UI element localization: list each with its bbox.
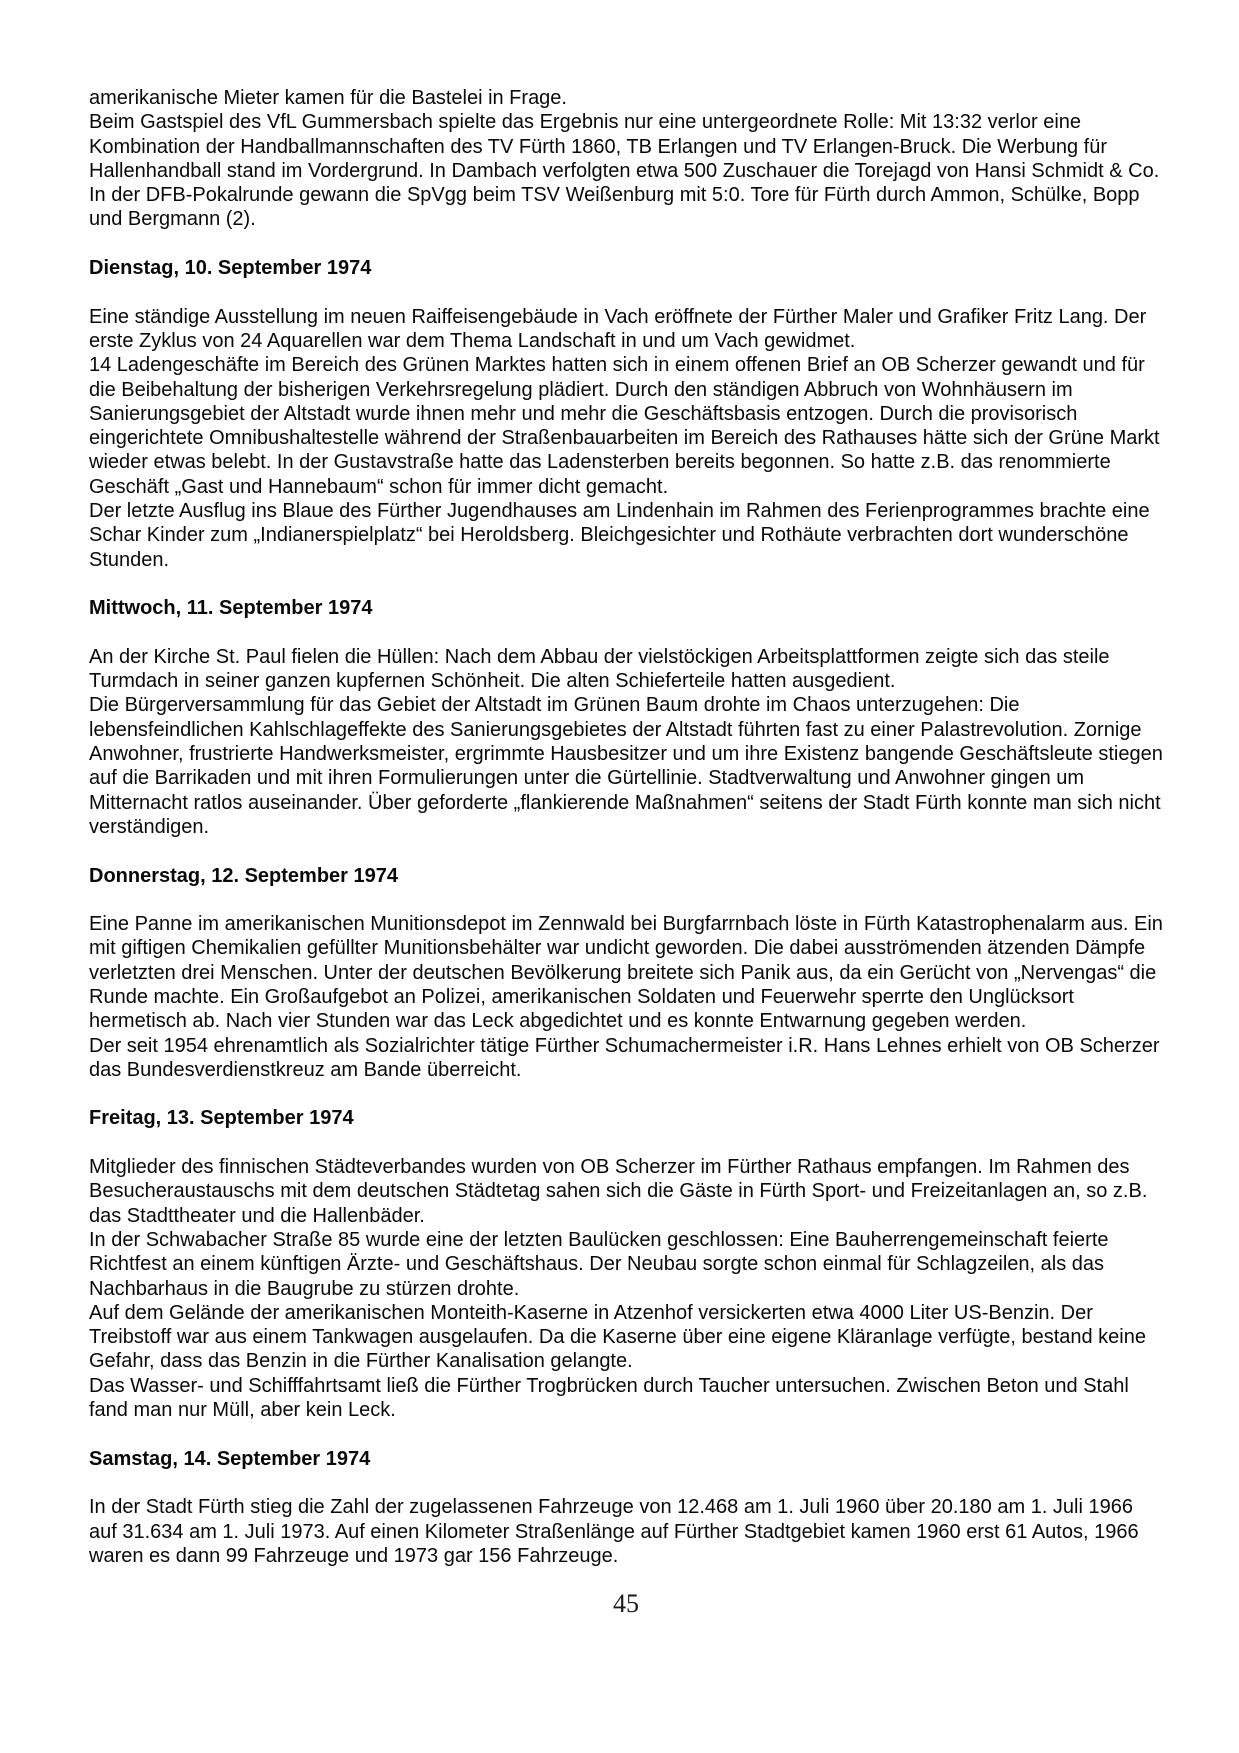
body-paragraph: In der DFB-Pokalrunde gewann die SpVgg beim TSV Weißenburg mit 5:0. Tore für Fürth durch Ammon, Schülke, Bopp und Bergmann (2). — [89, 184, 1140, 231]
body-paragraph: Der letzte Ausflug ins Blaue des Fürther Jugendhauses am Lindenhain im Rahmen des Ferienprogrammes brachte eine Schar Kinder zum „Indianerspielplatz“ bei Heroldsberg. Bleichgesichter und Rothäute verbrachten dort wunderschöne Stunden. — [89, 500, 1150, 571]
section-heading-mittwoch-11-september: Mittwoch, 11. September 1974 — [89, 597, 373, 620]
body-paragraph: An der Kirche St. Paul fielen die Hüllen: Nach dem Abbau der vielstöckigen Arbeitsplattformen zeigte sich das steile Turmdach in seiner ganzen kupfernen Schönheit. Die alten Schieferteile hatten ausgedient. — [89, 645, 1110, 693]
body-paragraph: Beim Gastspiel des VfL Gummersbach spielte das Ergebnis nur eine untergeordnete Rolle: Mit 13:32 verlor eine Kombination der Handballmannschaften des TV Fürth 1860, TB Erlangen und TV Erlangen-Bruck. Die Werbung für Hallenhandball stand im Vordergrund. In Dambach verfolgten etwa 500 Zuschauer die Torejagd von Hansi Schmidt & Co. — [89, 111, 1160, 182]
body-paragraph: Der seit 1954 ehrenamtlich als Sozialrichter tätige Fürther Schumachermeister i.R. Hans Lehnes erhielt von OB Scherzer das Bundesverdienstkreuz am Bande überreicht. — [89, 1034, 1160, 1081]
section-heading-samstag-14-september: Samstag, 14. September 1974 — [89, 1447, 371, 1470]
body-paragraph: Mitglieder des finnischen Städteverbandes wurden von OB Scherzer im Fürther Rathaus empfangen. Im Rahmen des Besucheraustauschs mit dem deutschen Städtetag sahen sich die Gäste in Fürth Sport- und Freizeitanlagen an, so z.B. das Stadttheater und die Hallenbäder. — [89, 1156, 1148, 1227]
page-number: 45 — [613, 1589, 639, 1619]
body-paragraph: Das Wasser- und Schifffahrtsamt ließ die Fürther Trogbrücken durch Taucher untersuchen. Zwischen Beton und Stahl fand man nur Müll, aber kein Leck. — [89, 1374, 1129, 1422]
body-paragraph: Die Bürgerversammlung für das Gebiet der Altstadt im Grünen Baum drohte im Chaos unterzugehen: Die lebensfeindlichen Kahlschlageffekte des Sanierungsgebietes der Altstadt führten fast zu einer Palastrevolution. Zornige Anwohner, frustrierte Handwerksmeister, ergrimmte Hausbesitzer und um ihre Existenz bangende Geschäftsleute stiegen auf die Barrikaden und mit ihren Formulierungen unter die Gürtellinie. Stadtverwaltung und Anwohner gingen um Mitternacht ratlos auseinander. Über geforderte „flankierende Maßnahmen“ seitens der Stadt Fürth konnte man sich nicht verständigen. — [89, 694, 1163, 838]
section-heading-freitag-13-september: Freitag, 13. September 1974 — [89, 1107, 354, 1130]
section-heading-dienstag-10-september: Dienstag, 10. September 1974 — [89, 257, 372, 280]
body-paragraph: Eine Panne im amerikanischen Munitionsdepot im Zennwald bei Burgfarrnbach löste in Fürth Katastrophenalarm aus. Ein mit giftigen Chemikalien gefüllter Munitionsbehälter war undicht geworden. Die dabei ausströmenden ätzenden Dämpfe verletzten drei Menschen. Unter der deutschen Bevölkerung breitete sich Panik aus, da ein Gerücht von „Nervengas“ die Runde machte. Ein Großaufgebot an Polizei, amerikanischen Soldaten und Feuerwehr sperrte den Unglücksort hermetisch ab. Nach vier Stunden war das Leck abgedichtet und es konnte Entwarnung gegeben werden. — [89, 913, 1163, 1033]
body-paragraph: 14 Ladengeschäfte im Bereich des Grünen Marktes hatten sich in einem offenen Brief an OB Scherzer gewandt und für die Beibehaltung der bisherigen Verkehrsregelung plädiert. Durch den ständigen Abbruch von Wohnhäusern im Sanierungsgebiet der Altstadt wurde ihnen mehr und mehr die Geschäftsbasis entzogen. Durch die provisorisch eingerichtete Omnibushaltestelle während der Straßenbauarbeiten im Bereich des Rathauses hätte sich der Grüne Markt wieder etwas belebt. In der Gustavstraße hatte das Ladensterben bereits begonnen. So hatte z.B. das renommierte Geschäft „Gast und Hannebaum“ schon für immer dicht gemacht. — [89, 354, 1160, 498]
body-paragraph: In der Schwabacher Straße 85 wurde eine der letzten Baulücken geschlossen: Eine Bauherrengemeinschaft feierte Richtfest an einem künftigen Ärzte- und Geschäftshaus. Der Neubau sorgte schon einmal für Schlagzeilen, als das Nachbarhaus in die Baugrube zu stürzen drohte. — [89, 1228, 1109, 1300]
body-paragraph: In der Stadt Fürth stieg die Zahl der zugelassenen Fahrzeuge von 12.468 am 1. Juli 1960 über 20.180 am 1. Juli 1966 auf 31.634 am 1. Juli 1973. Auf einen Kilometer Straßenlänge auf Fürther Stadtgebiet kamen 1960 erst 61 Autos, 1966 waren es dann 99 Fahrzeuge und 1973 gar 156 Fahrzeuge. — [89, 1496, 1139, 1567]
section-heading-donnerstag-12-september: Donnerstag, 12. September 1974 — [89, 864, 399, 887]
page-body — [89, 86, 1163, 1568]
body-paragraph: amerikanische Mieter kamen für die Bastelei in Frage. — [89, 87, 567, 109]
body-paragraph: Auf dem Gelände der amerikanischen Monteith-Kaserne in Atzenhof versickerten etwa 4000 Liter US-Benzin. Der Treibstoff war aus einem Tankwagen ausgelaufen. Da die Kaserne über eine eigene Kläranlage verfügte, bestand keine Gefahr, dass das Benzin in die Fürther Kanalisation gelangte. — [89, 1301, 1146, 1373]
body-paragraph: Eine ständige Ausstellung im neuen Raiffeisengebäude in Vach eröffnete der Fürther Maler und Grafiker Fritz Lang. Der erste Zyklus von 24 Aquarellen war dem Thema Landschaft in und um Vach gewidmet. — [89, 305, 1147, 352]
